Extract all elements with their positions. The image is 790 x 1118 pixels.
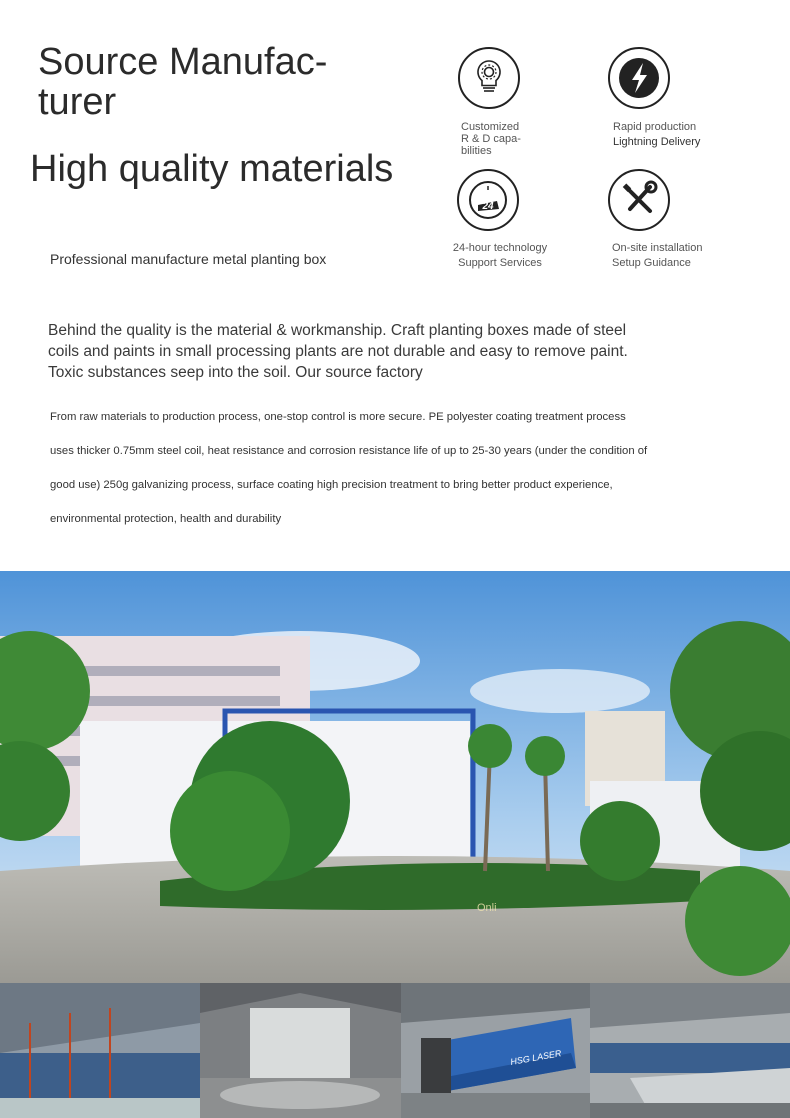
svg-text:24: 24 (482, 201, 494, 212)
machine-label: HSG LASER (509, 1048, 563, 1067)
tools-icon (608, 169, 670, 231)
feature-caption-rapid: Rapid production Lightning Delivery (613, 121, 701, 148)
lightning-icon (608, 47, 670, 109)
workshop-photo-2 (200, 983, 401, 1118)
laser-machine-photo (401, 983, 590, 1118)
detail-paragraph: From raw materials to production process, one-stop control is more secure. PE polyester coating treatment process uses thicker 0.75mm steel coil, heat resistance and corrosion resistance life of up to 25-30 years (under the condition of good use) 250g galvanizing process, surface coating high precision treatment to bring better product experience, environmental protection, health and durability (50, 411, 648, 525)
photo-watermark: Onli (477, 902, 497, 914)
factory-photo (0, 571, 790, 983)
intro-paragraph: Behind the quality is the material & workmanship. Craft planting boxes made of steel coils and paints in small processing plants are not durable and easy to remove paint. Toxic substances seep into the soil. Our source factory (48, 322, 628, 381)
subtitle: Professional manufacture metal planting box (50, 251, 327, 267)
feature-caption-installation: On-site installation Setup Guidance (612, 242, 703, 269)
feature-caption-rd: Customized R & D capa- bilities (461, 121, 521, 157)
gear-bulb-icon (458, 47, 520, 109)
workshop-photo-1 (0, 983, 200, 1118)
feature-caption-support: 24-hour technology Support Services (452, 242, 548, 269)
24-hour-clock-icon (457, 169, 519, 231)
heading-source-manufacturer: Source Manufac- turer (38, 41, 328, 123)
heading-high-quality-materials: High quality materials (30, 148, 394, 190)
workshop-photo-4 (590, 983, 790, 1118)
